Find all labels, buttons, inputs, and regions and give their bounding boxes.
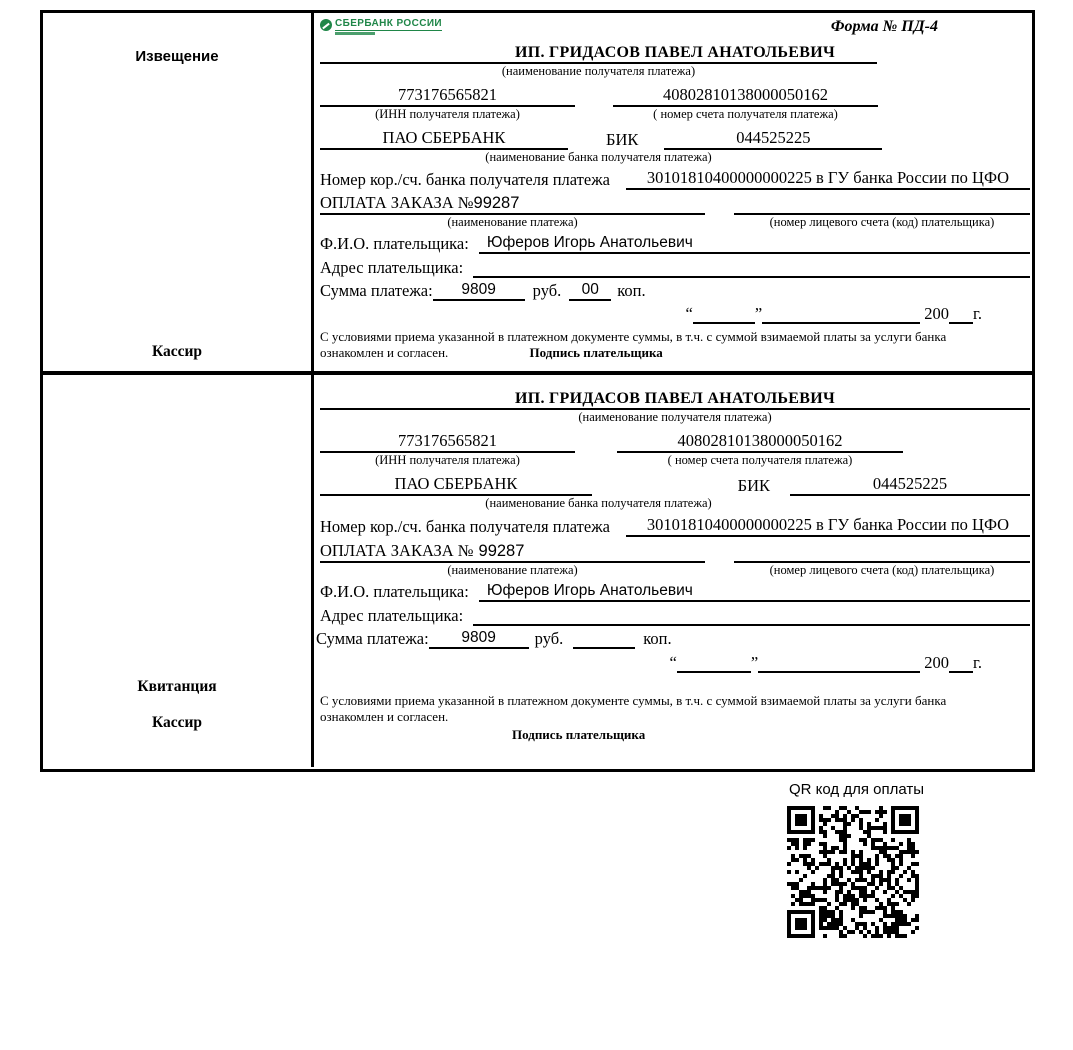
cashier-label: Кассир (151, 714, 203, 731)
rub-label: руб. (534, 628, 564, 648)
inn-value: 773176565821 (320, 85, 575, 107)
kop-label: коп. (643, 628, 672, 648)
payment-caption: (наименование платежа) (447, 563, 578, 578)
sum-label: Сумма платежа: (320, 280, 433, 300)
corr-account-label: Номер кор./сч. банка получателя платежа (320, 517, 610, 537)
agreement-text: С условиями приема указанной в платежном документе суммы, в т.ч. с суммой взимаемой платы за услуги банка ознакомлен и согласен. Подпись плательщика (320, 693, 982, 744)
payer-address-line (473, 624, 1030, 626)
sberbank-logo (320, 18, 442, 35)
bik-label: БИК (606, 129, 639, 149)
bank-name: ПАО СБЕРБАНК (320, 128, 568, 150)
form-number: Форма № ПД-4 (830, 18, 938, 35)
bank-caption: (наименование банка получателя платежа) (485, 495, 712, 510)
order-number: 99287 (473, 194, 520, 213)
receipt-left-column (43, 375, 314, 767)
payment-caption: (наименование платежа) (447, 215, 578, 230)
payer-address-label: Адрес плательщика: (320, 605, 464, 625)
recipient-underline (320, 62, 877, 64)
receipt-form-body (314, 375, 1032, 767)
recipient-caption: (наименование получателя платежа) (501, 64, 696, 78)
cashier-label: Кассир (151, 343, 203, 360)
qr-code (787, 806, 919, 938)
payer-address-line (473, 276, 1030, 278)
kop-label: коп. (617, 280, 646, 300)
section-title: Квитанция (137, 678, 217, 695)
personal-account-caption: (номер лицевого счета (код) плательщика) (769, 563, 995, 578)
corr-account-value: 30101810400000000225 в ГУ банка России по ЦФО (626, 515, 1030, 537)
date-line: “ ” 200 г. (685, 303, 982, 323)
section-title: Извещение (135, 48, 219, 65)
account-caption: ( номер счета получателя платежа) (667, 453, 853, 468)
notice-left-column (43, 13, 314, 371)
corr-account-label: Номер кор./сч. банка получателя платежа (320, 170, 610, 190)
payment-name: ОПЛАТА ЗАКАЗА №99287 (320, 193, 705, 215)
sberbank-logo-tagline (335, 32, 375, 35)
sum-label: Сумма платежа: (316, 628, 429, 648)
account-value: 40802810138000050162 (617, 431, 903, 453)
personal-account-caption: (номер лицевого счета (код) плательщика) (769, 215, 995, 230)
rub-label: руб. (532, 280, 562, 300)
agreement-text: С условиями приема указанной в платежном документе суммы, в т.ч. с суммой взимаемой платы за услуги банка ознакомлен и согласен. Подпись плательщика (320, 328, 947, 360)
payment-form-table (40, 10, 1035, 772)
payer-name-value: Юферов Игорь Анатольевич (479, 582, 1030, 602)
payer-address-label: Адрес плательщика: (320, 257, 464, 277)
payer-name-label: Ф.И.О. плательщика: (320, 581, 469, 601)
payment-name: ОПЛАТА ЗАКАЗА № 99287 (320, 541, 705, 563)
sum-value: 9809 (433, 281, 525, 301)
bank-caption: (наименование банка получателя платежа) (485, 149, 712, 164)
bank-name: ПАО СБЕРБАНК (320, 474, 592, 496)
inn-caption: (ИНН получателя платежа) (375, 453, 520, 468)
date-line: “ ” 200 г. (669, 652, 982, 672)
recipient-caption: (наименование получателя платежа) (578, 410, 772, 424)
kop-value (573, 647, 635, 649)
sberbank-logo-text: СБЕРБАНК РОССИИ (335, 18, 443, 29)
sberbank-logo-icon (320, 19, 332, 31)
recipient-name: ИП. ГРИДАСОВ ПАВЕЛ АНАТОЛЬЕВИЧ (514, 390, 836, 407)
bik-label: БИК (737, 475, 770, 495)
signature-label: Подпись плательщика (529, 344, 663, 360)
notice-form-body (314, 13, 1032, 371)
payer-name-value: Юферов Игорь Анатольевич (479, 234, 1030, 254)
bik-value: 044525225 (664, 128, 882, 150)
kop-value: 00 (569, 281, 611, 301)
account-value: 40802810138000050162 (613, 85, 878, 107)
recipient-name: ИП. ГРИДАСОВ ПАВЕЛ АНАТОЛЬЕВИЧ (514, 44, 836, 61)
sum-value: 9809 (429, 629, 529, 649)
bik-value: 044525225 (790, 474, 1030, 496)
payer-name-label: Ф.И.О. плательщика: (320, 233, 469, 253)
qr-caption: QR код для оплаты (789, 781, 925, 798)
inn-value: 773176565821 (320, 431, 575, 453)
account-caption: ( номер счета получателя платежа) (653, 107, 838, 122)
notice-section (43, 13, 1032, 375)
inn-caption: (ИНН получателя платежа) (375, 107, 520, 122)
order-number: 99287 (478, 542, 525, 561)
receipt-section (43, 375, 1032, 767)
corr-account-value: 30101810400000000225 в ГУ банка России по ЦФО (626, 168, 1030, 190)
signature-label: Подпись плательщика (512, 727, 646, 742)
